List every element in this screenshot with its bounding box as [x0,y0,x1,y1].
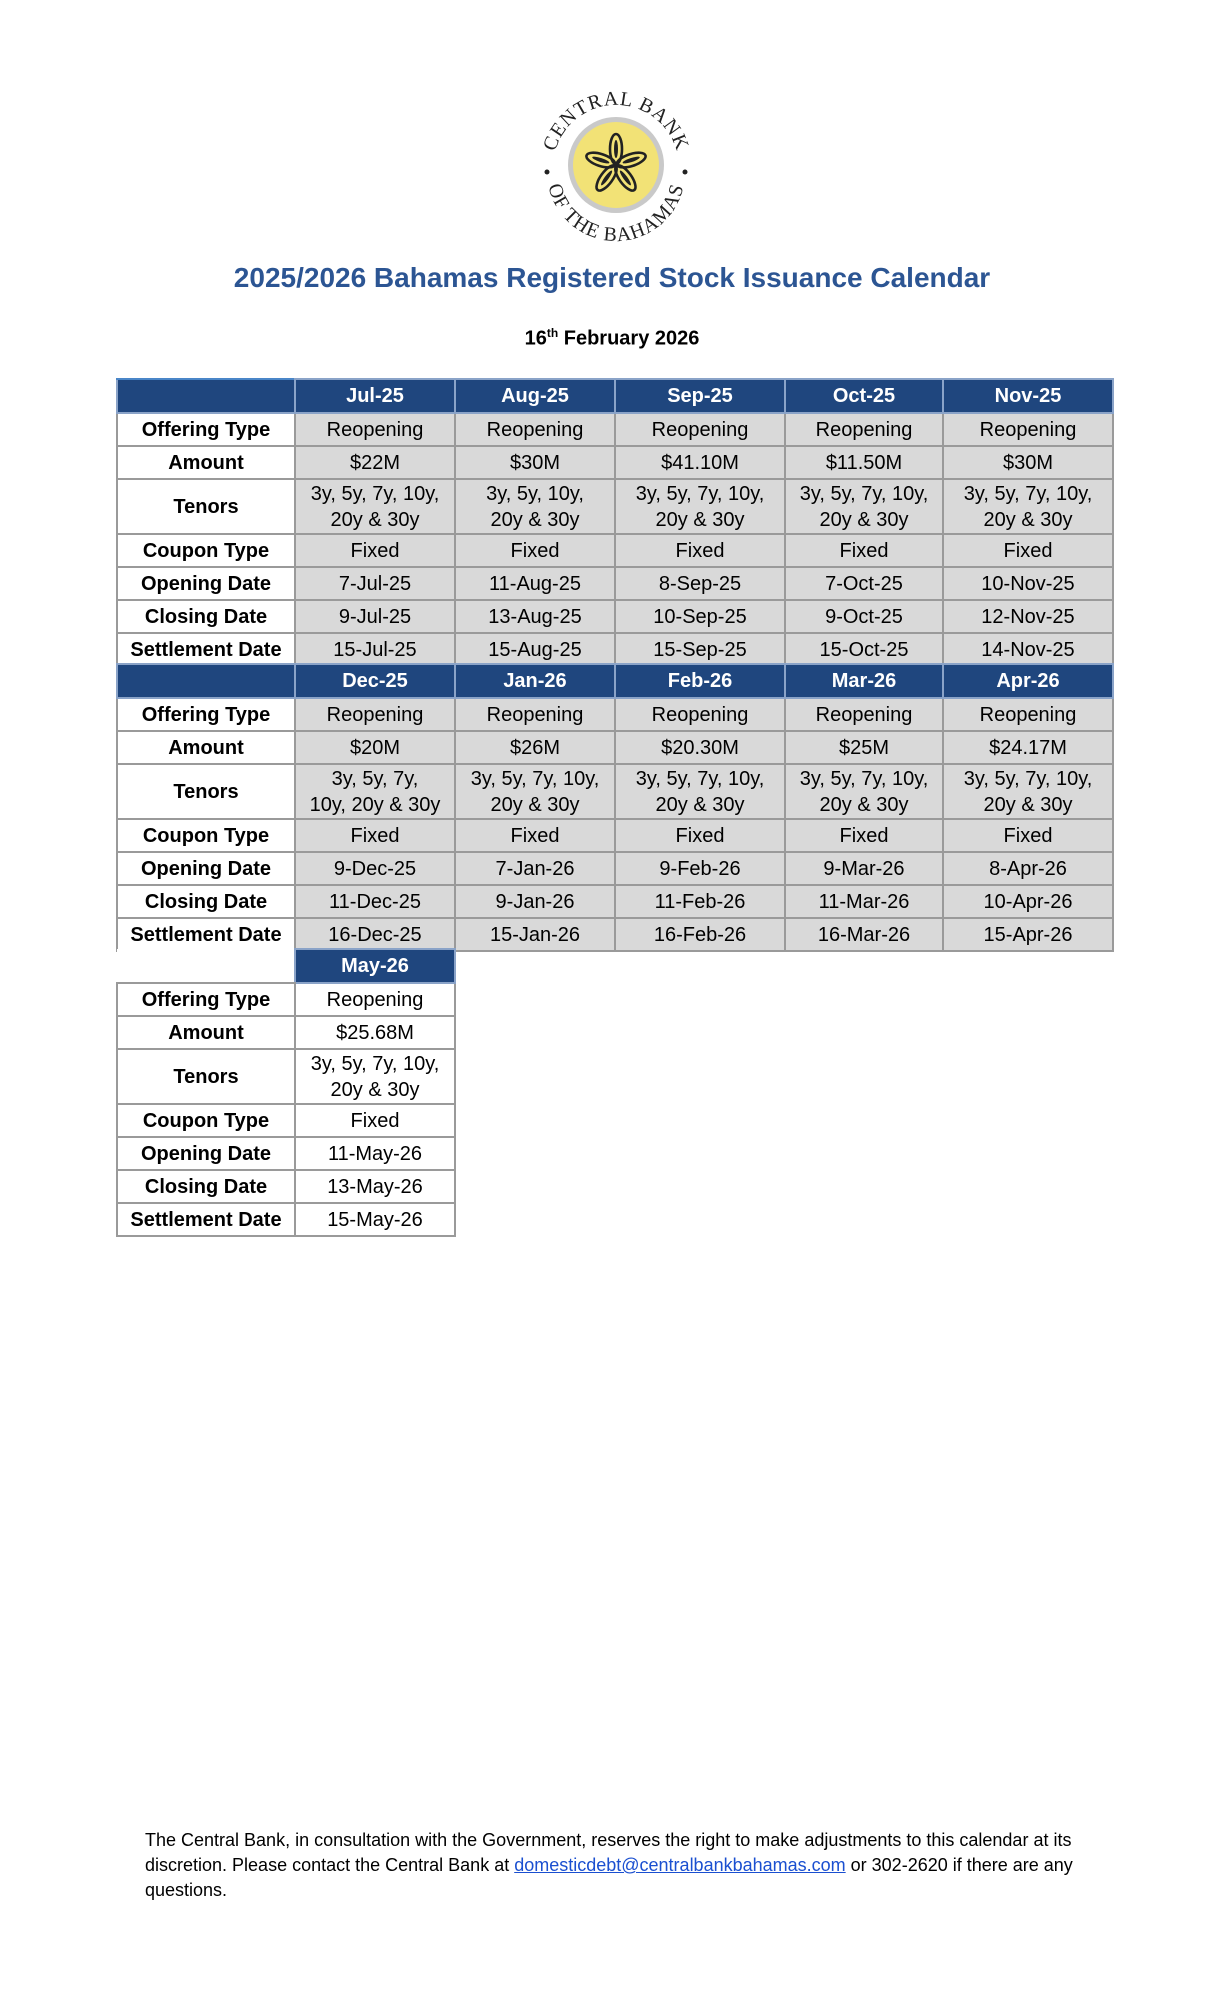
closing-cell: 12-Nov-25 [943,600,1113,633]
page-title: 2025/2026 Bahamas Registered Stock Issuance Calendar [233,262,991,293]
tenors-line: 3y, 5y, 7y, 10y, [799,767,929,790]
offering-cell: Reopening [615,698,785,731]
header-corner [117,664,295,698]
month-header: Feb-26 [615,664,785,698]
row-coupon-type [117,1104,455,1137]
closing-cell: 9-Jan-26 [455,885,615,918]
tenors-line: 3y, 5y, 7y, 10y, [310,1052,440,1075]
tenors-line: 3y, 5y, 10y, [486,482,584,505]
amount-cell: $25M [785,731,943,764]
tenors-line: 20y & 30y [819,793,909,816]
row-opening-date [117,852,1113,885]
svg-text:OF THE BAHAMAS: OF THE BAHAMAS [543,180,689,247]
coupon-cell: Fixed [615,534,785,567]
amount-cell: $24.17M [943,731,1113,764]
tenors-line: 20y & 30y [819,508,909,531]
row-settlement-date [117,633,1113,666]
row-label: Offering Type [117,413,295,446]
tenors-cell [785,479,943,534]
issuance-table-may [116,948,456,1237]
coupon-cell: Fixed [455,534,615,567]
opening-cell: 9-Dec-25 [295,852,455,885]
tenors-line: 3y, 5y, 7y, 10y, [635,767,765,790]
tenors-line: 20y & 30y [655,793,745,816]
coupon-cell: Fixed [455,819,615,852]
tenors-cell [295,479,455,534]
tenors-line: 3y, 5y, 7y, [331,767,419,790]
tenors-cell [295,764,455,819]
row-label: Coupon Type [117,534,295,567]
footer-note: The Central Bank, in consultation with the Government, reserves the right to make adjustments to this calendar at its discretion. Please contact the Central Bank at domesticdebt@centralbankbahamas.com or 302-2620 if there are any questions. [145,1830,1073,1900]
month-header: Nov-25 [943,379,1113,413]
offering-cell: Reopening [295,983,455,1016]
row-label: Amount [117,731,295,764]
tenors-line: 20y & 30y [330,508,420,531]
row-label: Amount [117,1016,295,1049]
closing-cell: 10-Sep-25 [615,600,785,633]
opening-cell: 7-Jul-25 [295,567,455,600]
tenors-cell [455,479,615,534]
issuance-table-jul-nov [116,378,1114,667]
row-tenors [117,1049,455,1104]
row-label: Tenors [117,1049,295,1104]
tenors-line: 20y & 30y [490,508,580,531]
tenors-line: 3y, 5y, 7y, 10y, [963,482,1093,505]
opening-cell: 7-Oct-25 [785,567,943,600]
row-label: Closing Date [117,600,295,633]
tenors-cell [615,764,785,819]
offering-cell: Reopening [615,413,785,446]
tenors-line: 3y, 5y, 7y, 10y, [635,482,765,505]
contact-email-link[interactable]: domesticdebt@centralbankbahamas.com [514,1855,846,1875]
coupon-cell: Fixed [943,534,1113,567]
row-closing-date [117,1170,455,1203]
opening-cell: 9-Mar-26 [785,852,943,885]
coupon-cell: Fixed [943,819,1113,852]
coupon-cell: Fixed [615,819,785,852]
tenors-line: 20y & 30y [983,508,1073,531]
row-label: Opening Date [117,1137,295,1170]
row-settlement-date [117,918,1113,951]
closing-cell: 9-Jul-25 [295,600,455,633]
tenors-line: 3y, 5y, 7y, 10y, [799,482,929,505]
row-label: Coupon Type [117,1104,295,1137]
tenors-line: 20y & 30y [983,793,1073,816]
closing-cell: 10-Apr-26 [943,885,1113,918]
row-label: Tenors [117,764,295,819]
offering-cell: Reopening [943,413,1113,446]
row-opening-date [117,567,1113,600]
amount-cell: $22M [295,446,455,479]
tenors-line: 3y, 5y, 7y, 10y, [963,767,1093,790]
tenors-cell [455,764,615,819]
row-label: Closing Date [117,885,295,918]
row-label: Opening Date [117,852,295,885]
closing-cell: 11-Mar-26 [785,885,943,918]
row-tenors [117,764,1113,819]
amount-cell: $41.10M [615,446,785,479]
closing-cell: 13-May-26 [295,1170,455,1203]
row-label: Settlement Date [117,918,295,951]
opening-cell: 7-Jan-26 [455,852,615,885]
row-offering-type [117,698,1113,731]
row-offering-type [117,413,1113,446]
row-closing-date [117,600,1113,633]
header-corner [117,949,295,983]
opening-cell: 11-Aug-25 [455,567,615,600]
month-header: Jan-26 [455,664,615,698]
coupon-cell: Fixed [785,534,943,567]
offering-cell: Reopening [943,698,1113,731]
month-header: Sep-25 [615,379,785,413]
opening-cell: 11-May-26 [295,1137,455,1170]
amount-cell: $30M [943,446,1113,479]
coupon-cell: Fixed [785,819,943,852]
month-header: Apr-26 [943,664,1113,698]
opening-cell: 8-Apr-26 [943,852,1113,885]
settlement-cell: 15-Oct-25 [785,633,943,666]
row-settlement-date [117,1203,455,1236]
month-header: Oct-25 [785,379,943,413]
row-amount [117,1016,455,1049]
coupon-cell: Fixed [295,534,455,567]
row-label: Settlement Date [117,633,295,666]
settlement-cell: 16-Mar-26 [785,918,943,951]
row-offering-type [117,983,455,1016]
row-coupon-type [117,534,1113,567]
closing-cell: 11-Feb-26 [615,885,785,918]
offering-cell: Reopening [295,698,455,731]
month-header: Jul-25 [295,379,455,413]
amount-cell: $26M [455,731,615,764]
row-label: Settlement Date [117,1203,295,1236]
tenors-cell [295,1049,455,1104]
tenors-line: 3y, 5y, 7y, 10y, [310,482,440,505]
row-label: Amount [117,446,295,479]
offering-cell: Reopening [785,698,943,731]
offering-cell: Reopening [785,413,943,446]
month-header: Dec-25 [295,664,455,698]
month-header: May-26 [295,949,455,983]
settlement-cell: 15-May-26 [295,1203,455,1236]
closing-cell: 13-Aug-25 [455,600,615,633]
row-amount [117,731,1113,764]
central-bank-logo [531,80,701,250]
tenors-line: 20y & 30y [330,1078,420,1101]
month-header: Aug-25 [455,379,615,413]
amount-cell: $20.30M [615,731,785,764]
amount-cell: $11.50M [785,446,943,479]
row-opening-date [117,1137,455,1170]
opening-cell: 10-Nov-25 [943,567,1113,600]
offering-cell: Reopening [455,698,615,731]
amount-cell: $30M [455,446,615,479]
month-header: Mar-26 [785,664,943,698]
tenors-cell [785,764,943,819]
opening-cell: 9-Feb-26 [615,852,785,885]
tenors-line: 20y & 30y [490,793,580,816]
row-label: Tenors [117,479,295,534]
settlement-cell: 14-Nov-25 [943,633,1113,666]
offering-cell: Reopening [295,413,455,446]
row-tenors [117,479,1113,534]
closing-cell: 11-Dec-25 [295,885,455,918]
closing-cell: 9-Oct-25 [785,600,943,633]
settlement-cell: 15-Jan-26 [455,918,615,951]
row-label: Offering Type [117,983,295,1016]
settlement-cell: 15-Jul-25 [295,633,455,666]
tenors-line: 20y & 30y [655,508,745,531]
row-label: Coupon Type [117,819,295,852]
offering-cell: Reopening [455,413,615,446]
row-label: Closing Date [117,1170,295,1203]
issuance-table-dec-apr [116,663,1114,952]
settlement-cell: 16-Dec-25 [295,918,455,951]
svg-text:CENTRAL BANK: CENTRAL BANK [538,87,694,154]
coupon-cell: Fixed [295,1104,455,1137]
tenors-cell [615,479,785,534]
settlement-cell: 15-Aug-25 [455,633,615,666]
document-date: 16th February 2026 [524,326,700,350]
amount-cell: $20M [295,731,455,764]
coupon-cell: Fixed [295,819,455,852]
settlement-cell: 15-Apr-26 [943,918,1113,951]
row-amount [117,446,1113,479]
tenors-cell [943,764,1113,819]
header-corner [117,379,295,413]
row-label: Offering Type [117,698,295,731]
tenors-line: 10y, 20y & 30y [309,793,441,816]
opening-cell: 8-Sep-25 [615,567,785,600]
row-closing-date [117,885,1113,918]
tenors-cell [943,479,1113,534]
row-coupon-type [117,819,1113,852]
settlement-cell: 15-Sep-25 [615,633,785,666]
tenors-line: 3y, 5y, 7y, 10y, [470,767,600,790]
row-label: Opening Date [117,567,295,600]
amount-cell: $25.68M [295,1016,455,1049]
settlement-cell: 16-Feb-26 [615,918,785,951]
